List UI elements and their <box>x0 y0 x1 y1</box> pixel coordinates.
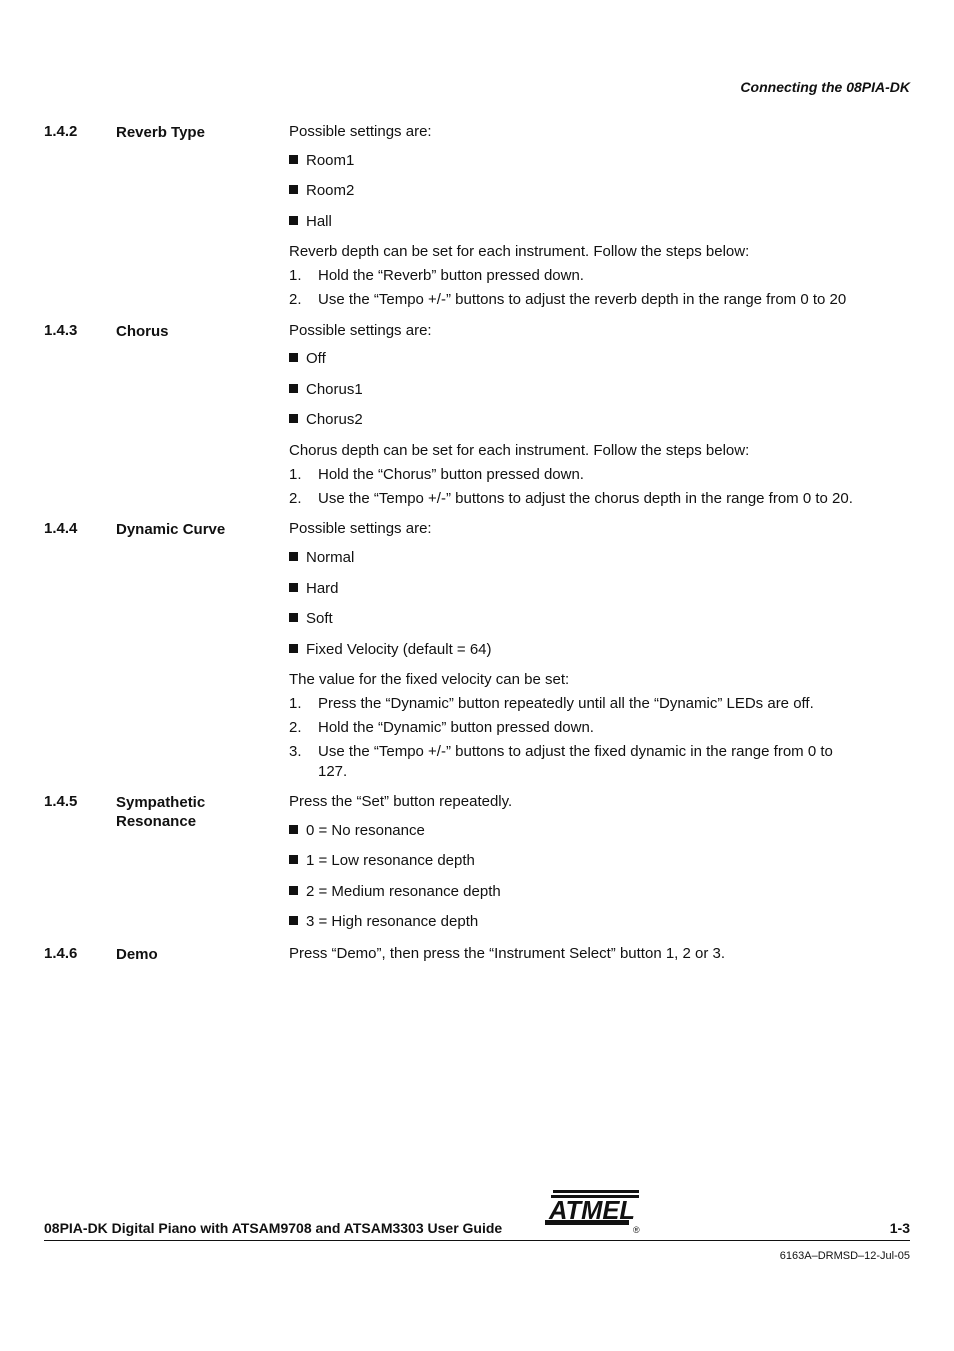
section-intro: Possible settings are: <box>289 123 432 140</box>
bullet-icon <box>289 552 298 561</box>
bullet-icon <box>289 185 298 194</box>
section-title: Sympathetic Resonance <box>116 794 206 830</box>
footer-rule <box>44 1240 910 1241</box>
list-item: Hall <box>289 213 332 230</box>
list-item: Off <box>289 350 326 367</box>
list-item: Fixed Velocity (default = 64) <box>289 641 492 658</box>
section-note: Reverb depth can be set for each instrument. Follow the steps below: <box>289 243 750 260</box>
svg-text:®: ® <box>633 1225 640 1235</box>
list-item: 3. Use the “Tempo +/-” buttons to adjust the fixed dynamic in the range from 0 to 127. <box>289 743 833 780</box>
bullet-icon <box>289 613 298 622</box>
list-item: Room2 <box>289 182 354 199</box>
list-item: 2 = Medium resonance depth <box>289 883 501 900</box>
section-number: 1.4.4 <box>44 520 78 537</box>
atmel-logo <box>543 1187 643 1237</box>
section-title: Demo <box>116 946 158 963</box>
list-item: 3 = High resonance depth <box>289 913 478 930</box>
section-text: Press “Demo”, then press the “Instrument Select” button 1, 2 or 3. <box>289 945 726 962</box>
bullet-icon <box>289 155 298 164</box>
bullet-icon <box>289 644 298 653</box>
bullet-icon <box>289 583 298 592</box>
list-item: 2. Use the “Tempo +/-” buttons to adjust the chorus depth in the range from 0 to 20. <box>289 490 853 507</box>
list-item: 2. Use the “Tempo +/-” buttons to adjust the reverb depth in the range from 0 to 20 <box>289 291 847 308</box>
section-number: 1.4.2 <box>44 123 78 140</box>
bullet-icon <box>289 825 298 834</box>
section-intro: Possible settings are: <box>289 520 432 537</box>
list-item: Room1 <box>289 152 354 169</box>
section-title: Dynamic Curve <box>116 521 226 538</box>
list-item: 1. Hold the “Reverb” button pressed down. <box>289 267 584 284</box>
list-item: Hard <box>289 580 339 597</box>
page-number: 1-3 <box>889 1220 910 1236</box>
section-title: Reverb Type <box>116 124 205 141</box>
bullet-icon <box>289 353 298 362</box>
list-item: 1. Hold the “Chorus” button pressed down. <box>289 466 584 483</box>
section-intro: Press the “Set” button repeatedly. <box>289 793 513 810</box>
svg-text:ATMEL: ATMEL <box>548 1195 635 1225</box>
section-note: The value for the fixed velocity can be set: <box>289 671 570 688</box>
bullet-icon <box>289 886 298 895</box>
bullet-icon <box>289 414 298 423</box>
section-number: 1.4.6 <box>44 945 78 962</box>
list-item: 0 = No resonance <box>289 822 425 839</box>
list-item: Normal <box>289 549 354 566</box>
section-note: Chorus depth can be set for each instrument. Follow the steps below: <box>289 442 750 459</box>
section-number: 1.4.5 <box>44 793 78 810</box>
list-item: 2. Hold the “Dynamic” button pressed down. <box>289 719 594 736</box>
section-title: Chorus <box>116 323 169 340</box>
list-item: 1. Press the “Dynamic” button repeatedly until all the “Dynamic” LEDs are off. <box>289 695 814 712</box>
section-intro: Possible settings are: <box>289 322 432 339</box>
section-number: 1.4.3 <box>44 322 78 339</box>
list-item: Soft <box>289 610 333 627</box>
document-code: 6163A–DRMSD–12-Jul-05 <box>779 1250 910 1262</box>
bullet-icon <box>289 855 298 864</box>
footer-doc-title: 08PIA-DK Digital Piano with ATSAM9708 and ATSAM3303 User Guide <box>44 1220 503 1236</box>
running-header: Connecting the 08PIA-DK <box>740 79 910 95</box>
list-item: Chorus1 <box>289 381 363 398</box>
list-item: Chorus2 <box>289 411 363 428</box>
bullet-icon <box>289 916 298 925</box>
bullet-icon <box>289 216 298 225</box>
bullet-icon <box>289 384 298 393</box>
list-item: 1 = Low resonance depth <box>289 852 475 869</box>
